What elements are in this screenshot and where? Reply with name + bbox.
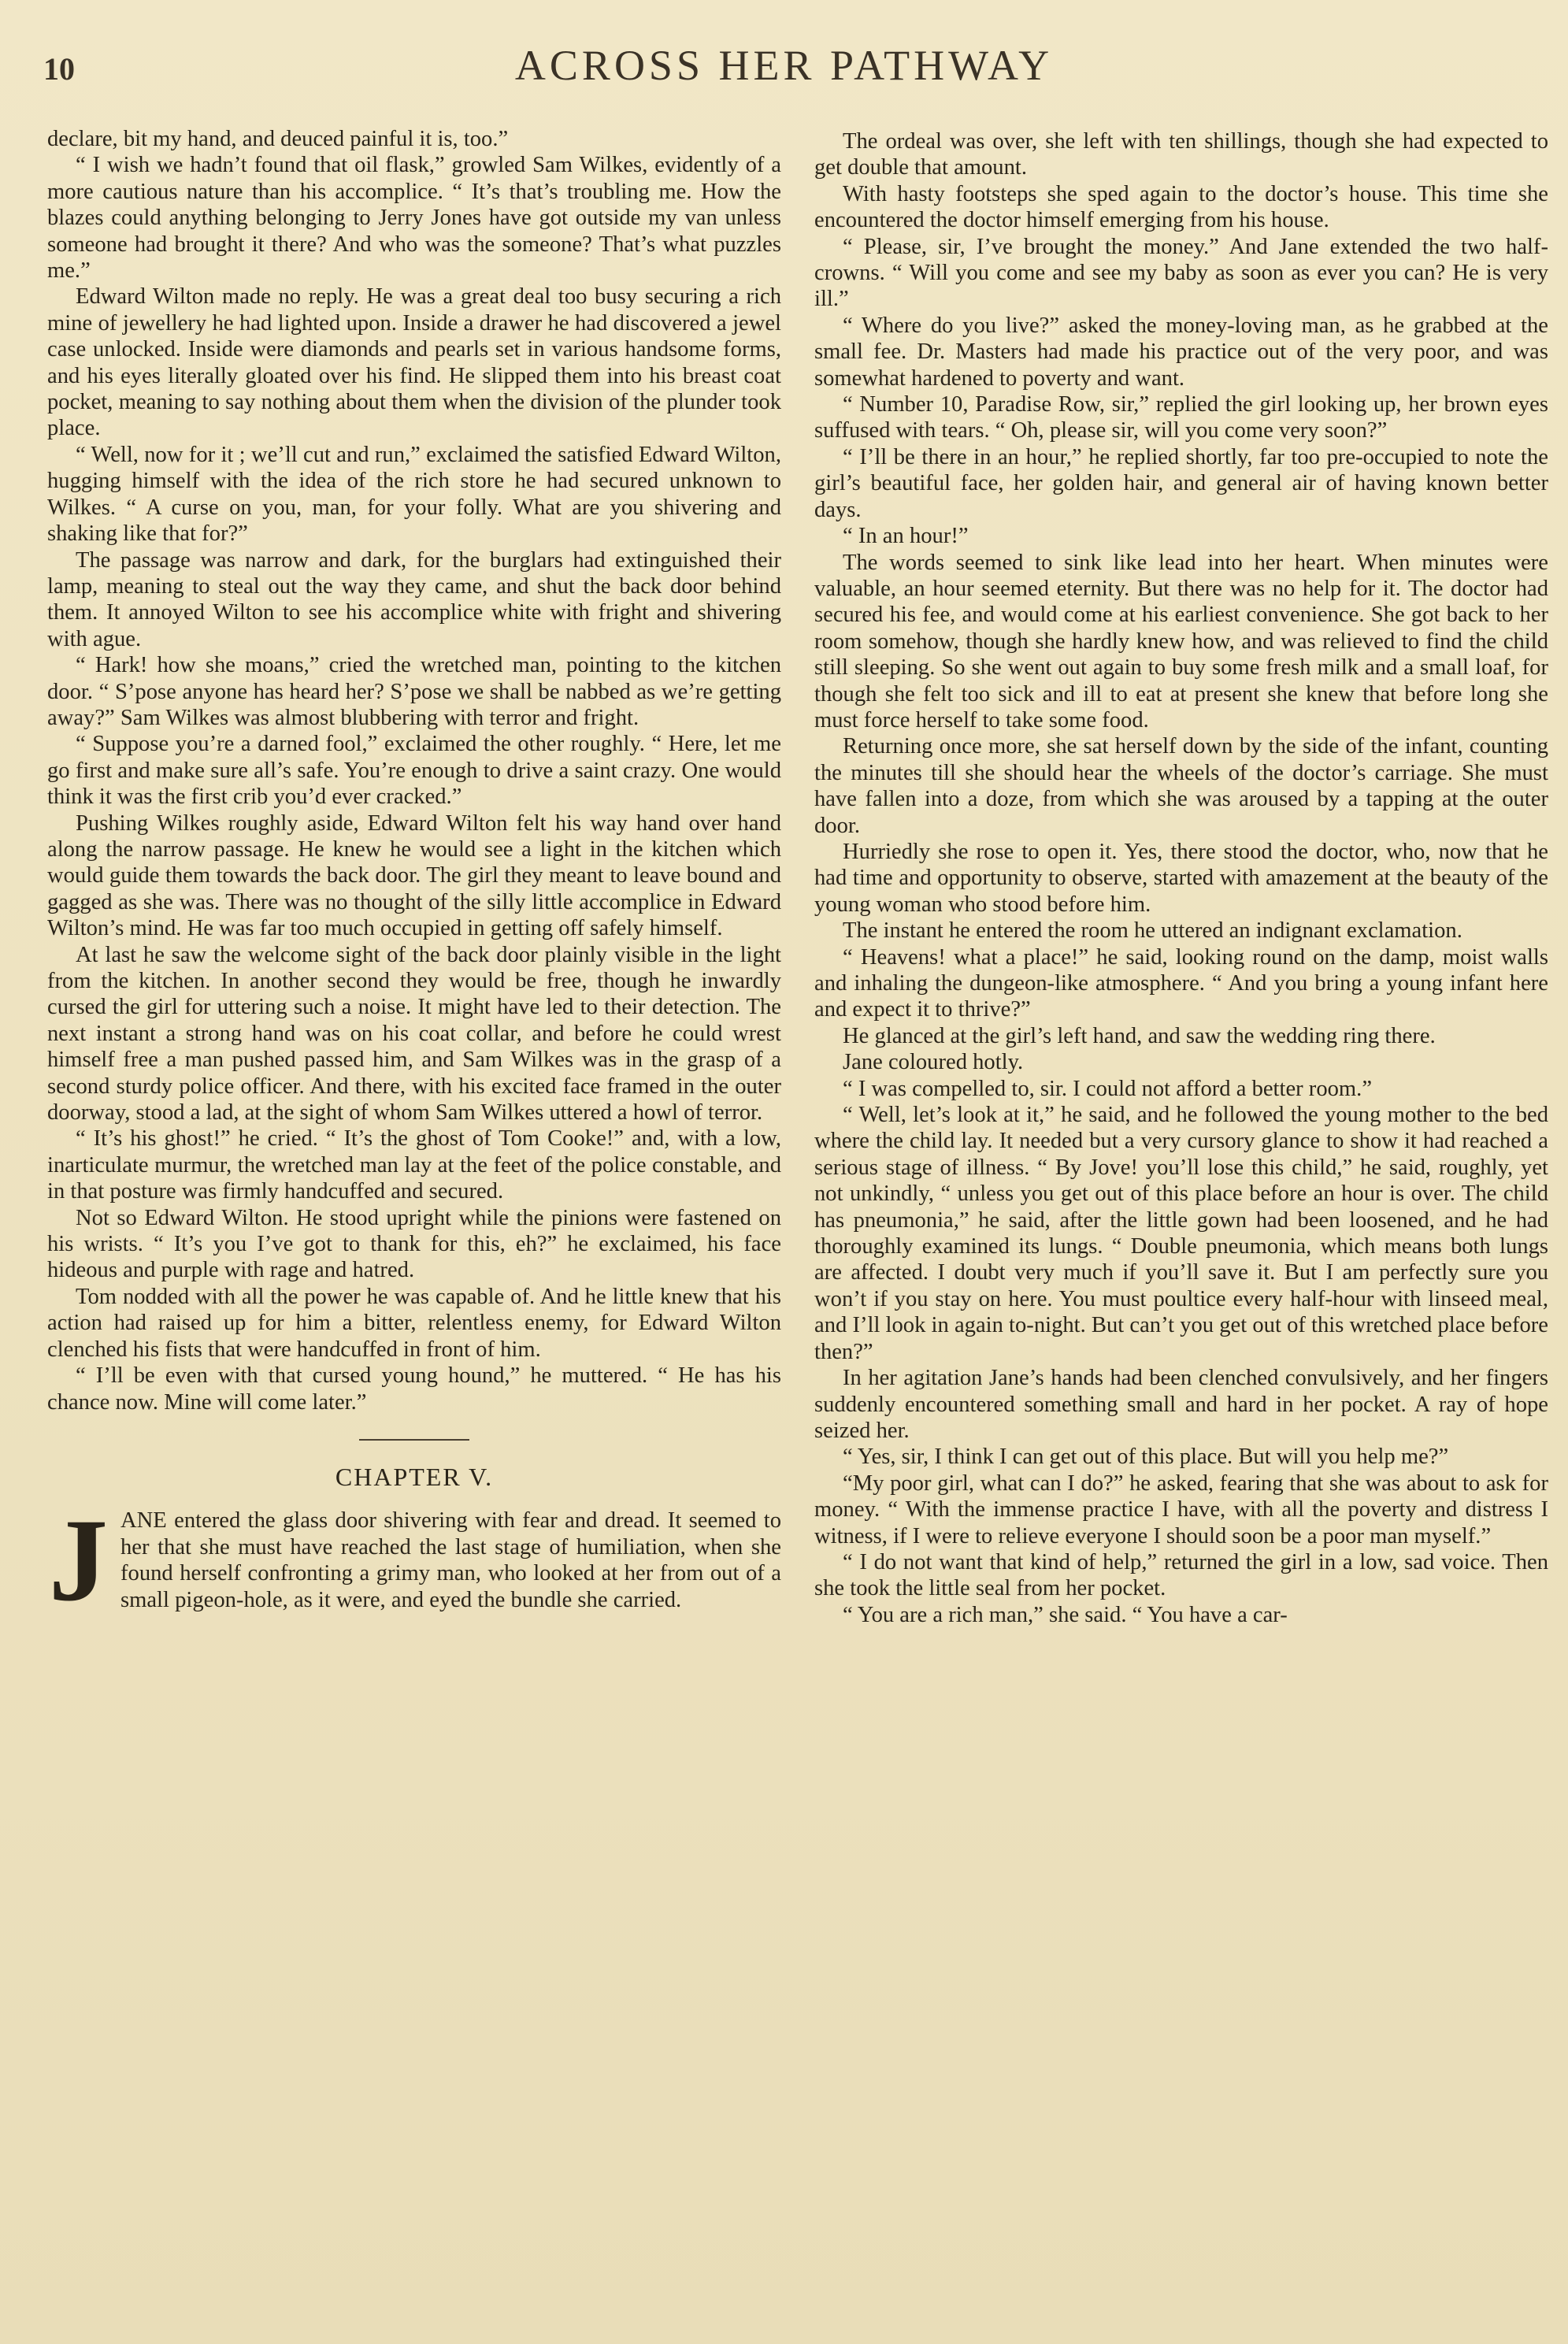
- paragraph: “ Yes, sir, I think I can get out of this place. But will you help me?”: [843, 1445, 1449, 1470]
- paragraph: The passage was narrow and dark, for the burglars had extinguished their lamp, meaning to steal out the way they came, and shut the back door behind them. It annoyed Wilton to see his accomplice white with fright and shivering with ague.: [47, 547, 781, 651]
- paragraph: He glanced at the girl’s left hand, and saw the wedding ring there.: [843, 1023, 1436, 1048]
- paragraph: The words seemed to sink like lead into her heart. When minutes were valuable, an hour seemed eternity. But there was no help for it. The doctor had secured his fee, and would come at his earliest convenience. She got back to her room somehow, though she hardly knew how, and was relieved to find the child still sleeping. So she went out again to buy some fresh milk and a small loaf, for though she felt too sick and ill to eat at present she knew that before long she must force herself to take some food.: [814, 550, 1548, 732]
- page-number: 10: [43, 51, 75, 87]
- chapter-heading: CHAPTER V.: [335, 1462, 494, 1491]
- chapter-opening-paragraph: [47, 1495, 781, 1626]
- paragraph: Not so Edward Wilton. He stood upright while the pinions were fastened on his wrists. “ It’s you I’ve got to thank for this, eh?” he exclaimed, his face hideous and purple with rage and hatred.: [47, 1205, 781, 1283]
- paragraph: Jane coloured hotly.: [843, 1050, 1024, 1075]
- paragraph: “ I’ll be even with that cursed young hound,” he muttered. “ He has his chance now. Mine will come later.”: [47, 1363, 781, 1415]
- paragraph: “ It’s his ghost!” he cried. “ It’s the ghost of Tom Cooke!” and, with a low, inarticulate murmur, the wretched man lay at the feet of the police constable, and in that posture was firmly handcuffed and secured.: [47, 1126, 781, 1204]
- paragraph: “ Hark! how she moans,” cried the wretched man, pointing to the kitchen door. “ S’pose anyone has heard her? S’pose we shall be nabbed as we’re getting away?” Sam Wilkes was almost blubbering with terror and fright.: [47, 653, 781, 730]
- paragraph: “My poor girl, what can I do?” he asked, fearing that she was about to ask for money. “ With the immense practice I have, with all the poverty and distress I witness, if I were to relieve everyone I should soon be a poor man myself.”: [814, 1471, 1548, 1548]
- paragraph: Pushing Wilkes roughly aside, Edward Wilton felt his way hand over hand along the narrow passage. He knew he would see a light in the kitchen which would guide them towards the back door. The girl they meant to leave bound and gagged as she was. There was no thought of the silly little accomplice in Edward Wilton’s mind. He was far too much occupied in getting off safely himself.: [47, 810, 781, 941]
- paragraph: “ I was compelled to, sir. I could not afford a better room.”: [843, 1076, 1373, 1101]
- drop-cap: J: [49, 1495, 108, 1626]
- paragraph: declare, bit my hand, and deuced painful it is, too.”: [47, 127, 509, 151]
- paragraph: “ Number 10, Paradise Row, sir,” replied the girl looking up, her brown eyes suffused with tears. “ Oh, please sir, will you come very soon?”: [814, 392, 1548, 443]
- paragraph: At last he saw the welcome sight of the back door plainly visible in the light from the kitchen. In another second they would be free, though he inwardly cursed the girl for uttering such a noise. It might have led to their detection. The next instant a strong hand was on his coat collar, and before he could wrest himself free a man pushed passed him, and Sam Wilkes was in the grasp of a second sturdy police officer. And there, with his excited face framed in the outer doorway, stood a lad, at the sight of whom Sam Wilkes uttered a howl of terror.: [47, 942, 781, 1126]
- paragraph: “ I’ll be there in an hour,” he replied shortly, far too pre-occupied to note the girl’s beautiful face, her golden hair, and general air of having known better days.: [814, 444, 1548, 522]
- paragraph: With hasty footsteps she sped again to the doctor’s house. This time she encountered the doctor himself emerging from his house.: [814, 181, 1548, 233]
- paragraph: Edward Wilton made no reply. He was a great deal too busy securing a rich mine of jewellery he had lighted upon. Inside a drawer he had discovered a jewel case unlocked. Inside were diamonds and pearls set in various handsome forms, and his eyes literally gloated over his find. He slipped them into his breast coat pocket, meaning to say nothing about them when the division of the plunder took place.: [47, 284, 781, 441]
- paragraph: “ Please, sir, I’ve brought the money.” And Jane extended the two half-crowns. “ Will you come and see my baby as soon as ever you can? He is very ill.”: [814, 234, 1548, 312]
- paragraph: “ Well, now for it ; we’ll cut and run,” exclaimed the satisfied Edward Wilton, hugging himself with the idea of the rich store he had secured unknown to Wilkes. “ A curse on you, man, for your folly. What are you shivering and shaking like that for?”: [47, 442, 781, 547]
- paragraph: “ Where do you live?” asked the money-loving man, as he grabbed at the small fee. Dr. Masters had made his practice out of the very poor, and was somewhat hardened to poverty and want.: [814, 313, 1548, 391]
- paragraph: “ I wish we hadn’t found that oil flask,” growled Sam Wilkes, evidently of a more cautious nature than his accomplice. “ It’s that’s troubling me. How the blazes could anything belonging to Jerry Jones have got outside my van unless someone had brought it there? And who was the someone? That’s what puzzles me.”: [47, 153, 781, 284]
- right-column: [814, 128, 1548, 1628]
- paragraph: Tom nodded with all the power he was capable of. And he little knew that his action had raised up for him a bitter, relentless enemy, for Edward Wilton clenched his fists that were handcuffed in front of him.: [47, 1284, 781, 1362]
- paragraph: “ Heavens! what a place!” he said, looking round on the damp, moist walls and inhaling the dungeon-like atmosphere. “ And you bring a young infant here and expect it to thrive?”: [814, 944, 1548, 1022]
- paragraph: “ You are a rich man,” she said. “ You have a car-: [843, 1602, 1288, 1627]
- paragraph: “ Well, let’s look at it,” he said, and he followed the young mother to the bed where the child lay. It needed but a very cursory glance to show it had reached a serious stage of illness. “ By Jove! you’ll lose this child,” he said, roughly, yet not unkindly, “ unless you get out of this place before an hour is over. The child has pneumonia,” he said, after the little gown had been loosened, and he had thoroughly examined its lungs. “ Double pneumonia, which means both lungs are affected. I doubt very much if you’ll save it. But I am perfectly sure you won’t if you stay on here. You must poultice every half-hour with linseed meal, and I’ll look in again to-night. But can’t you get out of this wretched place before then?”: [814, 1103, 1548, 1364]
- paragraph: Hurriedly she rose to open it. Yes, there stood the doctor, who, now that he had time and opportunity to observe, started with amazement at the beauty of the young woman who stood before him.: [814, 839, 1548, 917]
- paragraph: “ I do not want that kind of help,” returned the girl in a low, sad voice. Then she took the little seal from her pocket.: [814, 1549, 1548, 1601]
- left-column: [47, 126, 781, 1626]
- paragraph: The ordeal was over, she left with ten shillings, though she had expected to get double that amount.: [814, 129, 1548, 180]
- running-title: ACROSS HER PATHWAY: [514, 42, 1054, 89]
- paragraph: “ In an hour!”: [843, 524, 969, 549]
- paragraph: “ Suppose you’re a darned fool,” exclaimed the other roughly. “ Here, let me go first and make sure all’s safe. You’re enough to drive a saint crazy. One would think it was the first crib you’d ever cracked.”: [47, 732, 781, 810]
- paragraph: The instant he entered the room he uttered an indignant exclamation.: [843, 918, 1462, 944]
- section-divider: [359, 1439, 469, 1441]
- page-header: [0, 39, 1568, 102]
- paragraph: Returning once more, she sat herself down by the side of the infant, counting the minutes till she should hear the wheels of the doctor’s carriage. She must have fallen into a doze, from which she was aroused by a tapping at the outer door.: [814, 734, 1548, 838]
- paragraph: In her agitation Jane’s hands had been clenched convulsively, and her fingers suddenly encountered something small and hard in her pocket. A ray of hope seized her.: [814, 1366, 1548, 1443]
- chapter-opening-text: ANE entered the glass door shivering with fear and dread. It seemed to her that she must have reached the last stage of humiliation, when she found herself confronting a grimy man, who looked at her from out of a small pigeon-hole, as it were, and eyed the bundle she carried.: [120, 1508, 781, 1612]
